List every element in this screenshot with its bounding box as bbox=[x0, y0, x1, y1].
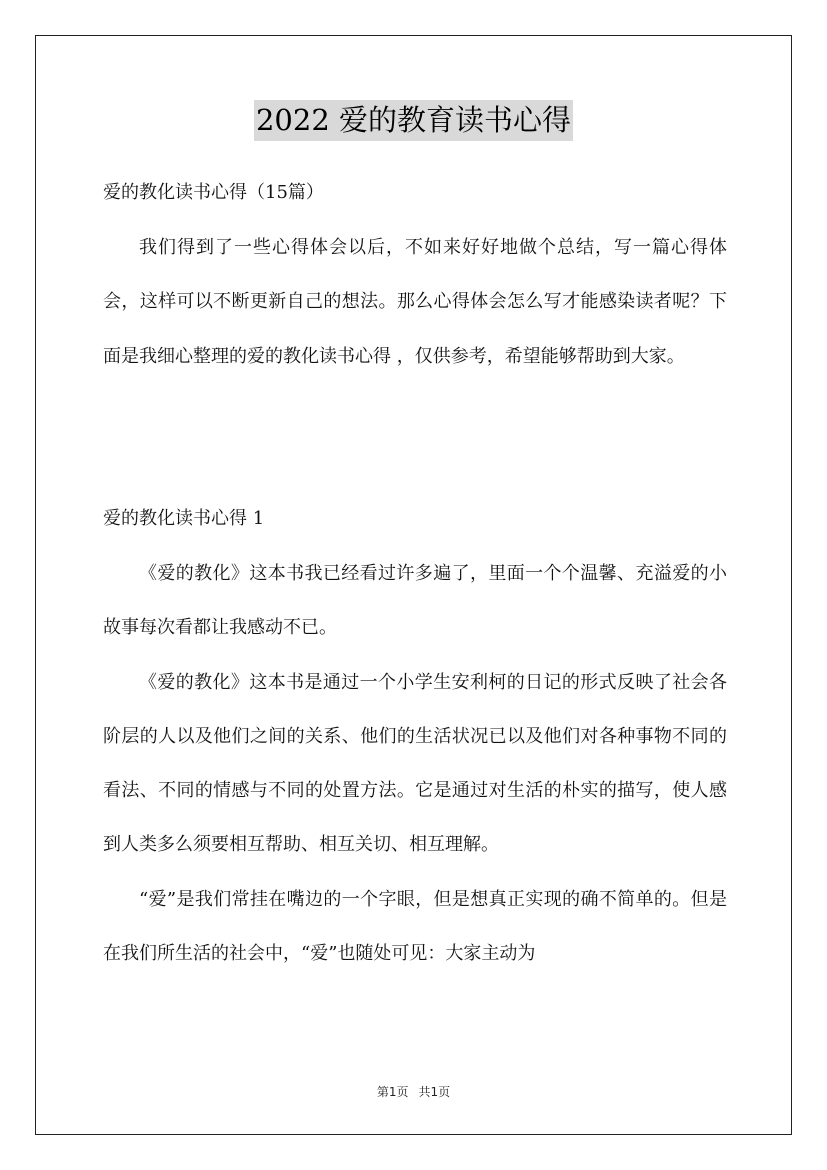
document-title: 2022 爱的教育读书心得 bbox=[254, 100, 573, 141]
page-total: 共1页 bbox=[418, 1085, 451, 1099]
intro-paragraph: 我们得到了一些心得体会以后，不如来好好地做个总结，写一篇心得体会，这样可以不断更新自己的想法。那么心得体会怎么写才能感染读者呢？下面是我细心整理的爱的教化读书心得 ，仅供参考，希望能够帮助到大家。 bbox=[103, 237, 727, 367]
body-paragraph-2: 《爱的教化》这本书是通过一个小学生安利柯的日记的形式反映了社会各阶层的人以及他们之间的关系、他们的生活状况已以及他们对各种事物不同的看法、不同的情感与不同的处置方法。它是通过对生活的朴实的描写，使人感到人类多么须要相互帮助、相互关切、相互理解。 bbox=[103, 671, 727, 856]
section-heading-block bbox=[103, 507, 727, 531]
page-number: 第1页 bbox=[376, 1085, 409, 1099]
subtitle-block bbox=[103, 181, 727, 205]
title-container bbox=[0, 100, 827, 141]
body-paragraph-3: “爱”是我们常挂在嘴边的一个字眼，但是想真正实现的确不简单的。但是在我们所生活的社会中，“爱”也随处可见：大家主动为 bbox=[103, 888, 727, 965]
body-block bbox=[103, 547, 727, 981]
page-footer bbox=[0, 1084, 827, 1100]
intro-block bbox=[103, 221, 727, 384]
body-paragraph-1: 《爱的教化》这本书我已经看过许多遍了，里面一个个温馨、充溢爱的小故事每次看都让我感动不已。 bbox=[103, 563, 727, 639]
section-heading: 爱的教化读书心得 1 bbox=[103, 508, 265, 529]
document-subtitle: 爱的教化读书心得（15篇） bbox=[103, 182, 324, 203]
